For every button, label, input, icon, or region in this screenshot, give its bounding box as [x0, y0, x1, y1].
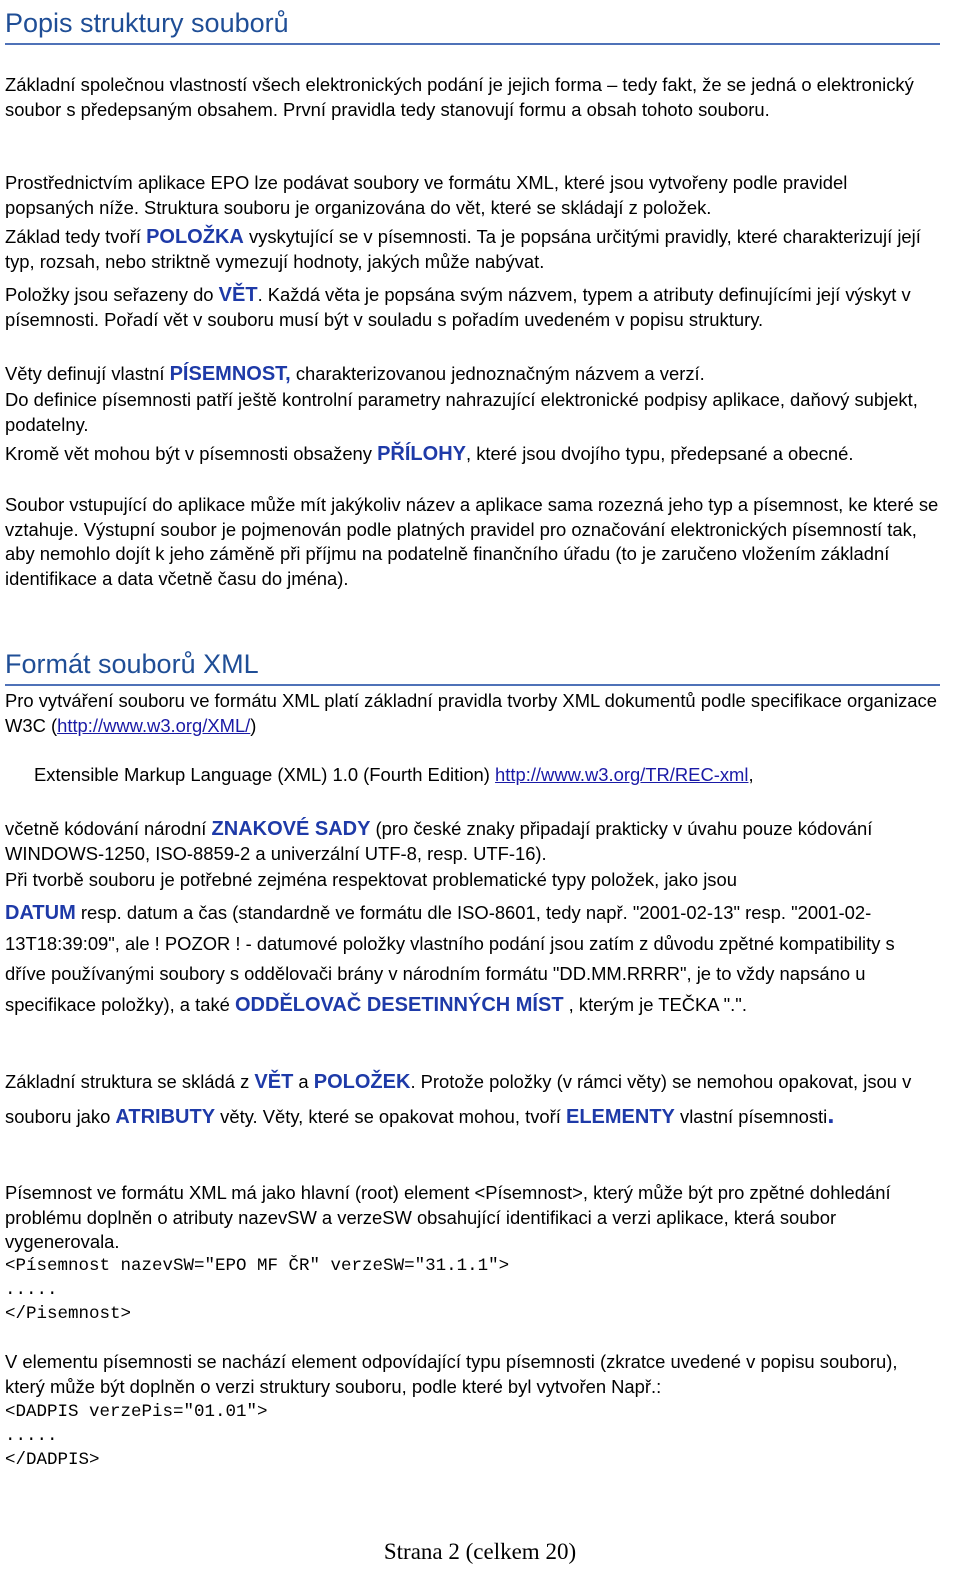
keyword-polozka: POLOŽKA: [146, 226, 244, 248]
code-dadpis-open: <DADPIS verzePis="01.01">: [5, 1402, 268, 1422]
keyword-oddelovac: ODDĚLOVAČ DESETINNÝCH MÍST: [235, 993, 564, 1016]
code-dadpis-close: </DADPIS>: [5, 1450, 100, 1470]
paragraph-vet: Položky jsou seřazeny do VĚT. Každá věta je popsána svým názvem, typem a atributy definujícími její výskyt v písemnosti. Pořadí vět v souboru musí být v souladu s pořadím uvedeném v popisu struktury.: [5, 284, 911, 330]
w3c-xml-link[interactable]: http://www.w3.org/XML/: [57, 714, 251, 736]
keyword-pisemnost: PÍSEMNOST,: [169, 363, 291, 385]
keyword-elementy: ELEMENTY: [566, 1106, 675, 1128]
code-pisemnost-open: <Písemnost nazevSW="EPO MF ČR" verzeSW="31.1.1">: [5, 1256, 510, 1276]
paragraph-datum: DATUM resp. datum a čas (standardně ve formátu dle ISO-8601, tedy např. "2001-02-13" resp. "2001-02-13T18:39:09", ale ! POZOR ! - datumové položky vlastního podání jsou zatím z důvodu zpětné kompatibility s dříve používanými soubory s oddělovači brány v národním formátu "DD.MM.RRRR", je to vždy napsáno u specifikace položky), a také ODDĚLOVAČ DESETINNÝCH MÍST , kterým je TEČKA ".".: [5, 902, 895, 1016]
keyword-vet: VĚT: [218, 284, 258, 306]
paragraph-epo: Prostřednictvím aplikace EPO lze podávat soubory ve formátu XML, které jsou vytvořeny podle pravidel popsaných níže. Struktura souboru je organizována do vět, které se skládají z položek.: [5, 172, 848, 218]
paragraph-root: Písemnost ve formátu XML má jako hlavní (root) element <Písemnost>, který může být pro zpětné dohledání problému doplněn o atributy nazevSW a verzeSW obsahující identifikaci a verzi aplikace, která soubor vygenerovala.: [5, 1182, 891, 1253]
paragraph-prilohy: Kromě vět mohou být v písemnosti obsaženy PŘÍLOHY, které jsou dvojího typu, předepsané a obecné.: [5, 443, 854, 465]
paragraph-problematic: Při tvorbě souboru je potřebné zejména respektovat problematické typy položek, jako jsou: [5, 869, 737, 890]
keyword-atributy: ATRIBUTY: [115, 1106, 216, 1128]
keyword-znakove-sady: ZNAKOVÉ SADY: [211, 818, 371, 840]
paragraph-definice: Do definice písemnosti patří ještě kontrolní parametry nahrazující elektronické podpisy aplikace, daňový subjekt, podatelny.: [5, 389, 918, 435]
code-pisemnost-close: </Pisemnost>: [5, 1304, 132, 1324]
rec-xml-link[interactable]: http://www.w3.org/TR/REC-xml: [495, 764, 749, 785]
paragraph-extensible: Extensible Markup Language (XML) 1.0 (Fourth Edition) http://www.w3.org/TR/REC-xml,: [34, 764, 754, 785]
paragraph-soubor: Soubor vstupující do aplikace může mít jakýkoliv název a aplikace sama rozezná jeho typ a písemnost, ke které se vztahuje. Výstupní soubor je pojmenován podle platných pravidel pro označování elektronických písemností tak, aby nemohlo dojít k jeho záměně při příjmu na podatelně finančního úřadu (to je zaručeno vložením základní identifikace a data včetně času do jména).: [5, 494, 939, 589]
keyword-datum: DATUM: [5, 902, 76, 924]
section-heading-structure: Popis struktury souborů: [5, 2, 940, 45]
paragraph-element: V elementu písemnosti se nachází element odpovídající typu písemnosti (zkratce uvedené v popisu souboru), který může být doplněn o verzi struktury souboru, podle které byl vytvořen Např.:: [5, 1351, 898, 1397]
keyword-vet-2: VĚT: [254, 1071, 294, 1093]
keyword-prilohy: PŘÍLOHY: [377, 443, 466, 465]
code-ellipsis-2: .....: [5, 1426, 58, 1446]
paragraph-structure: Základní struktura se skládá z VĚT a POLOŽEK. Protože položky (v rámci věty) se nemohou opakovat, jsou v souboru jako ATRIBUTY věty. Věty, které se opakovat mohou, tvoří ELEMENTY vlastní písemnosti.: [5, 1071, 912, 1129]
paragraph-w3c: Pro vytváření souboru ve formátu XML platí základní pravidla tvorby XML dokumentů podle specifikace organizace W3C (http://www.w3.org/XML/): [5, 690, 937, 736]
section-heading-xml: Formát souborů XML: [5, 643, 940, 686]
code-ellipsis-1: .....: [5, 1280, 58, 1300]
paragraph-pisemnost: Věty definují vlastní PÍSEMNOST, charakterizovanou jednoznačným názvem a verzí.: [5, 363, 705, 385]
page-footer: Strana 2 (celkem 20): [383, 1539, 577, 1564]
paragraph-encoding: včetně kódování národní ZNAKOVÉ SADY (pro české znaky připadají prakticky v úvahu pouze kódování WINDOWS-1250, ISO-8859-2 a univerzální UTF-8, resp. UTF-16).: [5, 818, 873, 864]
paragraph-polozka: Základ tedy tvoří POLOŽKA vyskytující se v písemnosti. Ta je popsána určitými pravidly, které charakterizují její typ, rozsah, nebo striktně vymezují hodnoty, jakých může nabývat.: [5, 226, 921, 272]
keyword-polozek: POLOŽEK: [313, 1071, 411, 1093]
paragraph-intro: Základní společnou vlastností všech elektronických podání je jejich forma – tedy fakt, že se jedná o elektronický soubor s předepsaným obsahem. První pravidla tedy stanovují formu a obsah tohoto souboru.: [5, 74, 914, 120]
